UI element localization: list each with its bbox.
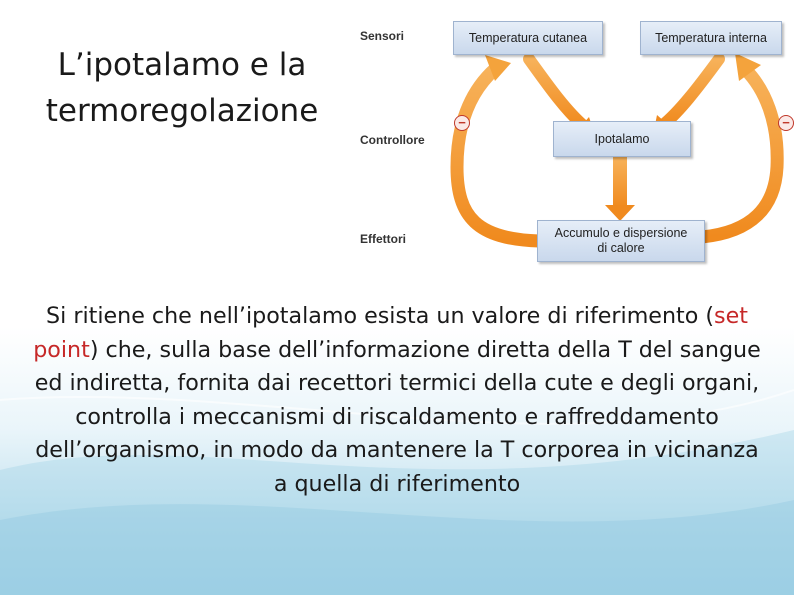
- paragraph-part-1: Si ritiene che nell’ipotalamo esista un valore di riferimento (: [46, 303, 715, 329]
- skin-temperature-box: Temperatura cutanea: [453, 21, 603, 55]
- internal-temperature-box: Temperatura interna: [640, 21, 782, 55]
- slide-title: [10, 42, 354, 134]
- title-line-2: termoregolazione: [45, 93, 319, 129]
- set-point-highlight: set point: [33, 303, 748, 363]
- hypothalamus-box: Ipotalamo: [553, 121, 691, 157]
- hypothalamus-to-effector-arrow: [613, 157, 627, 207]
- effector-line-2: di calore: [597, 241, 645, 255]
- negative-feedback-sign-left: −: [454, 115, 470, 131]
- paragraph-part-2: ) che, sulla base dell’informazione diretta della T del sangue ed indiretta, fornita dai recettori termici della cute e degli organi, controlla i meccanismi di riscaldamento e raffreddamento dell’organismo, in modo da mantenere la T corporea in vicinanza a quella di riferimento: [34, 336, 761, 497]
- left-feedback-arrow: [457, 69, 539, 241]
- effector-arrowhead: [605, 205, 635, 221]
- effector-line-1: Accumulo e dispersione: [554, 226, 688, 240]
- body-paragraph: [30, 300, 764, 501]
- effectors-label: Effettori: [360, 232, 406, 246]
- internal-to-hypothalamus-arrow: [663, 59, 719, 125]
- title-line-1: L’ipotalamo e la: [57, 47, 307, 83]
- effector-box: [537, 220, 705, 262]
- controller-label: Controllore: [360, 133, 425, 147]
- skin-to-hypothalamus-arrow: [529, 59, 585, 127]
- negative-feedback-sign-right: −: [778, 115, 794, 131]
- thermoregulation-diagram: [357, 17, 794, 265]
- sensors-label: Sensori: [360, 29, 405, 43]
- right-feedback-arrow: [702, 69, 777, 237]
